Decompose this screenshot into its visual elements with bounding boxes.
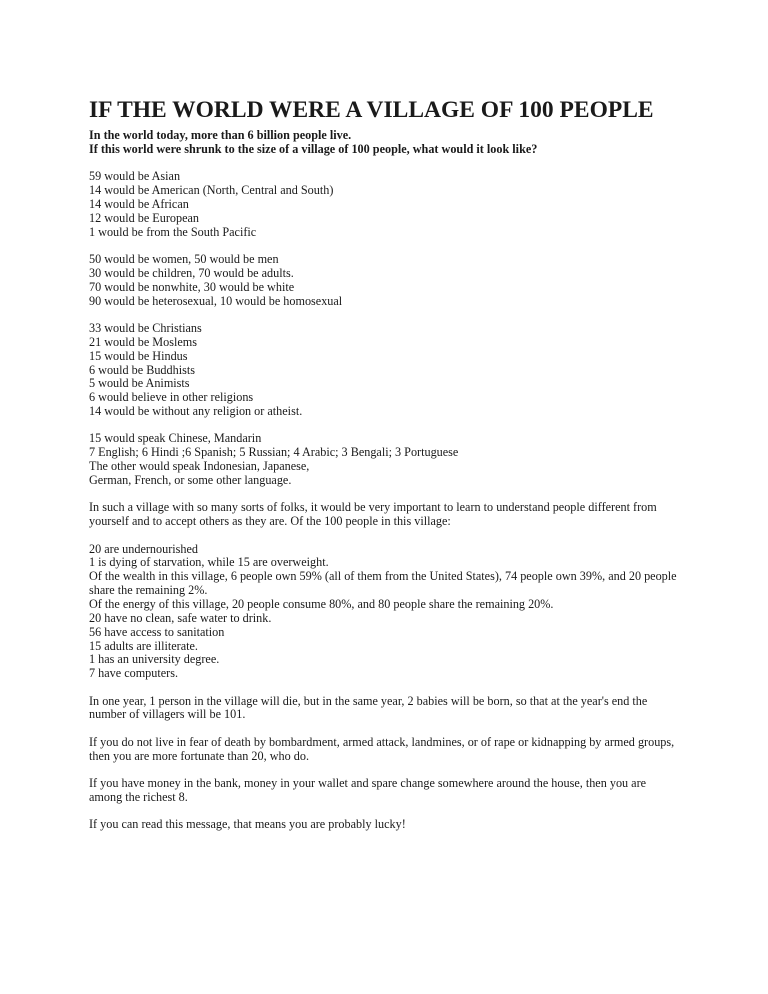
list-item-wrapped: Of the wealth in this village, 6 people own 59% (all of them from the United States), 74 people own 39%, and 20 people share the remaining 2%. xyxy=(89,569,677,598)
list-item: 1 would be from the South Pacific xyxy=(89,224,257,239)
list-item: 21 would be Moslems xyxy=(89,334,197,349)
list-item: 70 would be nonwhite, 30 would be white xyxy=(89,279,295,294)
list-item: 14 would be African xyxy=(89,197,189,212)
village-intro-paragraph: In such a village with so many sorts of folks, it would be very important to learn to understand people different from yourself and to accept others as they are. Of the 100 people in this village: xyxy=(89,500,657,529)
list-item: The other would speak Indonesian, Japanese, xyxy=(89,459,310,474)
intro-line: In the world today, more than 6 billion people live. xyxy=(89,128,352,142)
fear-paragraph: If you do not live in fear of death by bombardment, armed attack, landmines, or of rape or kidnapping by armed groups, then you are more fortunate than 20, who do. xyxy=(89,734,675,763)
births-paragraph: In one year, 1 person in the village will die, but in the same year, 2 babies will be born, so that at the year's end the number of villagers will be 101. xyxy=(89,693,648,722)
list-item: 90 would be heterosexual, 10 would be homosexual xyxy=(89,293,343,308)
list-item: 15 adults are illiterate. xyxy=(89,638,198,653)
intro-line: If this world were shrunk to the size of a village of 100 people, what would it look like? xyxy=(89,142,538,157)
list-item: 20 are undernourished xyxy=(89,541,198,556)
list-item: 30 would be children, 70 would be adults. xyxy=(89,265,294,280)
list-item: 7 English; 6 Hindi ;6 Spanish; 5 Russian; 4 Arabic; 3 Bengali; 3 Portuguese xyxy=(89,445,459,460)
list-item: 6 would be Buddhists xyxy=(89,362,195,377)
list-item: 20 have no clean, safe water to drink. xyxy=(89,610,272,625)
languages-list xyxy=(89,432,689,487)
list-item: 7 have computers. xyxy=(89,666,179,681)
list-item: 1 has an university degree. xyxy=(89,652,220,667)
regions-list xyxy=(89,170,689,239)
demographics-list xyxy=(89,253,689,308)
religions-list xyxy=(89,322,689,419)
lucky-paragraph: If you can read this message, that means you are probably lucky! xyxy=(89,817,406,832)
list-item: 12 would be European xyxy=(89,210,199,225)
document-title: IF THE WORLD WERE A VILLAGE OF 100 PEOPLE xyxy=(89,97,654,123)
list-item: 15 would speak Chinese, Mandarin xyxy=(89,431,262,446)
list-item: 50 would be women, 50 would be men xyxy=(89,252,279,267)
list-item: 14 would be without any religion or atheist. xyxy=(89,404,303,419)
list-item: 6 would believe in other religions xyxy=(89,390,254,405)
list-item: 56 have access to sanitation xyxy=(89,624,225,639)
list-item: 14 would be American (North, Central and South) xyxy=(89,183,334,198)
list-item: 59 would be Asian xyxy=(89,169,181,184)
list-item: 15 would be Hindus xyxy=(89,348,188,363)
list-item: Of the energy of this village, 20 people consume 80%, and 80 people share the remaining 20%. xyxy=(89,596,554,611)
conditions-list xyxy=(89,543,689,681)
list-item: 1 is dying of starvation, while 15 are overweight. xyxy=(89,555,329,570)
document-page xyxy=(89,96,689,846)
intro-block xyxy=(89,128,689,156)
list-item: 5 would be Animists xyxy=(89,376,190,391)
money-paragraph: If you have money in the bank, money in your wallet and spare change somewhere around the house, then you are among the richest 8. xyxy=(89,776,647,805)
list-item: 33 would be Christians xyxy=(89,321,202,335)
list-item: German, French, or some other language. xyxy=(89,472,292,487)
